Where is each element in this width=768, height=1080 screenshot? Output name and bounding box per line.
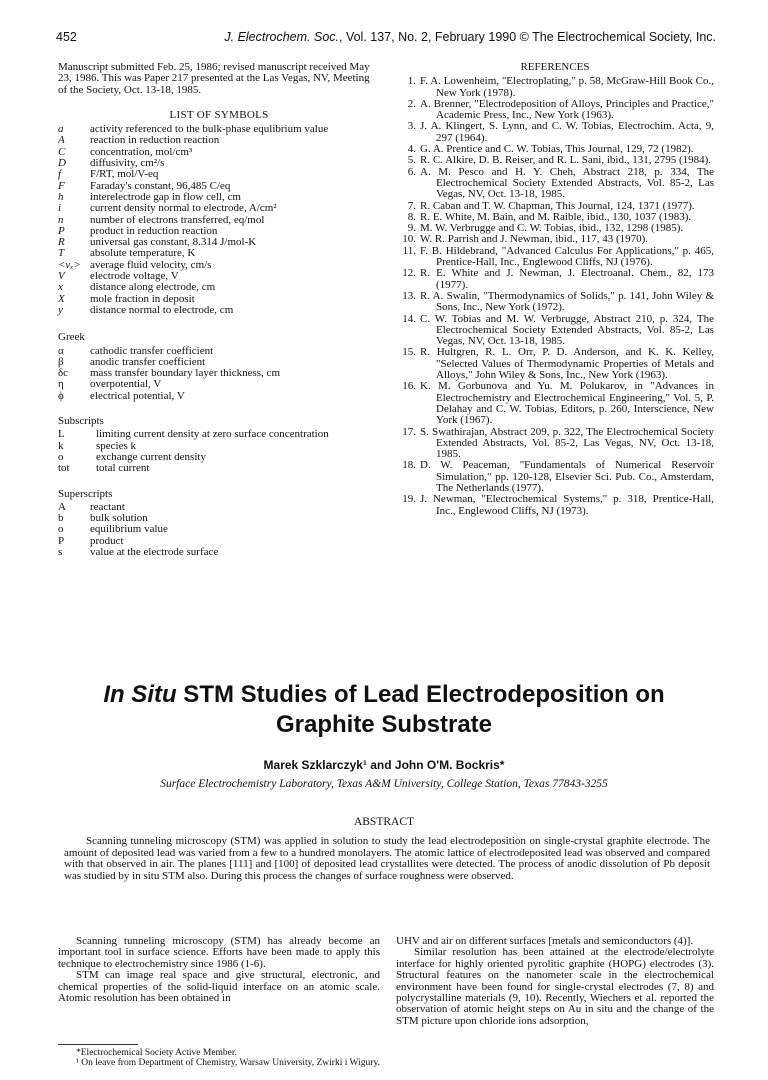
symbol-definition: overpotential, V <box>90 378 162 391</box>
symbol: α <box>58 344 64 357</box>
body-paragraph: Similar resolution has been attained at the electrode/electrolyte interface for highly oriented pyrolitic graphite (HOPG) electrodes (3). Structural features on the nanometer scale in the electrochemical environment have been found for single-crystal electrodes (7, 8) and polycrystalline materials (9, 10). Recently, Wiechers et al. reported the observation of atomic height steps on Au in situ and the change of the STM picture upon chloride ions adsorption, <box>396 946 714 1027</box>
symbol-definition: limiting current density at zero surface concentration <box>96 428 329 441</box>
reference-number: 19. <box>402 493 416 506</box>
reference-text: G. A. Prentice and C. W. Tobias, This Journal, 129, 72 (1982). <box>420 143 694 156</box>
symbols-list <box>58 124 380 316</box>
symbol-definition: activity referenced to the bulk-phase equlibrium value <box>90 123 329 136</box>
symbol-definition: species k <box>96 439 137 452</box>
reference-text: A. M. Pesco and H. Y. Cheh, Abstract 218, p. 334, The Electrochemical Society Extended Abstracts, Vol. 85-2, Las Vegas, NV, Oct. 13-18, 1985. <box>420 165 714 201</box>
symbol-definition: cathodic transfer coefficient <box>90 344 214 357</box>
symbol-definition: equilibrium value <box>90 523 168 536</box>
symbol-definition: total current <box>96 462 150 475</box>
symbol: tot <box>58 462 70 475</box>
symbol-row <box>58 524 380 535</box>
symbol-definition: exchange current density <box>96 450 206 463</box>
symbol-definition: number of electrons transferred, eq/mol <box>90 213 265 226</box>
symbol: <vₓ> <box>58 258 81 271</box>
symbol: n <box>58 213 64 226</box>
footnotes <box>58 1044 380 1068</box>
symbol: P <box>58 224 65 237</box>
article-title-rest: STM Studies of Lead Electrodeposition on Graphite Substrate <box>176 681 665 738</box>
reference-number: 13. <box>402 289 416 302</box>
symbol: o <box>58 523 64 536</box>
body-paragraph: UHV and air on different surfaces [metals and semiconductors (4)]. <box>396 935 694 947</box>
reference-number: 3. <box>407 120 416 133</box>
reference-text: R. C. Alkire, D. B. Reiser, and R. L. Sani, ibid., 131, 2795 (1984). <box>420 154 712 167</box>
reference-item <box>396 99 714 122</box>
symbol: i <box>58 202 62 215</box>
reference-item <box>396 460 714 494</box>
page-number: 452 <box>56 30 77 44</box>
symbol: T <box>58 247 65 260</box>
article-title-italic: In Situ <box>103 681 177 708</box>
symbol-definition: Faraday's constant, 96,485 C/eq <box>90 179 231 192</box>
reference-number: 9. <box>407 222 416 235</box>
article-affiliation: Surface Electrochemistry Laboratory, Texas A&M University, College Station, Texas 77843-3255 <box>160 778 608 790</box>
left-column <box>58 62 380 558</box>
reference-item <box>396 494 714 517</box>
reference-text: R. Hultgren, R. L. Orr, P. D. Anderson, and K. K. Kelley, "Selected Values of Thermodynamic Properties of Metals and Alloys," John Wiley & Sons, Inc., New York (1963). <box>420 346 714 382</box>
running-header <box>56 30 716 46</box>
reference-text: C. W. Tobias and M. W. Verbrugge, Abstract 210, p. 324, The Electrochemical Society Extended Abstracts, Vol. 85-2, Las Vegas, NV, Oct. 13-18, 1985. <box>420 312 714 348</box>
symbol-definition: F/RT, mol/V-eq <box>90 168 159 181</box>
symbol-definition: distance normal to electrode, cm <box>90 303 234 316</box>
symbol-row <box>58 203 380 214</box>
symbol: F <box>58 179 65 192</box>
body-left-column <box>58 936 380 1004</box>
symbol: A <box>58 500 66 513</box>
symbol-row <box>58 547 380 558</box>
reference-item <box>396 347 714 381</box>
reference-item <box>396 427 714 461</box>
symbol-definition: diffusivity, cm²/s <box>90 157 165 170</box>
reference-item <box>396 381 714 426</box>
journal-issue: , Vol. 137, No. 2, February 1990 © The Electrochemical Society, Inc. <box>339 30 716 44</box>
symbol-definition: absolute temperature, K <box>90 247 196 260</box>
reference-number: 5. <box>407 154 416 167</box>
reference-text: F. A. Lowenheim, "Electroplating," p. 58, McGraw-Hill Book Co., New York (1978). <box>420 75 714 99</box>
manuscript-note: Manuscript submitted Feb. 25, 1986; revised manuscript received May 23, 1986. This was Paper 217 presented at the Las Vegas, NV, Meeting of the Society, Oct. 13-18, 1985. <box>58 61 370 96</box>
reference-number: 6. <box>407 165 416 178</box>
symbol-definition: product <box>90 534 124 547</box>
article-authors: Marek Szklarczyk¹ and John O'M. Bockris* <box>263 758 505 772</box>
reference-text: M. W. Verbrugge and C. W. Tobias, ibid., 132, 1298 (1985). <box>420 222 684 235</box>
reference-number: 1. <box>407 75 416 88</box>
right-column <box>396 62 714 517</box>
symbol-row <box>58 282 380 293</box>
superscripts-list <box>58 502 380 558</box>
reference-number: 15. <box>402 346 416 359</box>
symbol-definition: interelectrode gap in flow cell, cm <box>90 190 241 203</box>
symbol: b <box>58 512 64 525</box>
symbol: a <box>58 123 64 136</box>
abstract-body <box>64 836 710 882</box>
reference-item <box>396 76 714 99</box>
symbol-definition: anodic transfer coefficient <box>90 355 206 368</box>
reference-number: 4. <box>407 143 416 156</box>
reference-number: 7. <box>407 199 416 212</box>
symbol: L <box>58 428 65 441</box>
reference-text: J. A. Klingert, S. Lynn, and C. W. Tobias, Electrochim. Acta, 9, 297 (1964). <box>420 120 714 144</box>
symbols-title: LIST OF SYMBOLS <box>169 108 269 121</box>
symbol: X <box>58 292 65 305</box>
symbol-definition: average fluid velocity, cm/s <box>90 258 212 271</box>
symbol: β <box>58 355 64 368</box>
symbol-definition: mass transfer boundary layer thickness, cm <box>90 367 280 380</box>
reference-text: W. R. Parrish and J. Newman, ibid., 117, 43 (1970). <box>420 233 649 246</box>
reference-number: 10. <box>402 233 416 246</box>
symbol-row <box>58 305 380 316</box>
footnote: ¹ On leave from Department of Chemistry, Warsaw University, Zwirki i Wigury. <box>76 1058 380 1068</box>
body-paragraph: Scanning tunneling microscopy (STM) has already become an important tool in surface science. Efforts have been made to apply this technique to electrochemistry since 1986 (1-6). <box>58 935 380 970</box>
subscripts-title: Subscripts <box>58 415 104 428</box>
symbol: δc <box>58 367 69 380</box>
symbol: k <box>58 439 64 452</box>
symbol: C <box>58 145 66 158</box>
reference-item <box>396 246 714 269</box>
references-title: REFERENCES <box>520 61 590 73</box>
symbol-definition: reaction in reduction reaction <box>90 134 220 147</box>
references-list <box>396 76 714 517</box>
symbol: s <box>58 545 63 558</box>
reference-item <box>396 167 714 201</box>
symbol-row <box>58 391 380 402</box>
subscripts-list <box>58 429 380 474</box>
symbol-definition: current density normal to electrode, A/cm² <box>90 202 277 215</box>
body-right-column <box>396 936 714 1027</box>
reference-text: D. W. Peaceman, "Fundamentals of Numerical Reservoir Simulation," pp. 120-128, Elsevier Sci. Pub. Co., Amsterdam, The Netherlands (1977). <box>420 459 714 494</box>
symbol-definition: distance along electrode, cm <box>90 281 216 294</box>
reference-text: K. M. Gorbunova and Yu. M. Polukarov, in "Advances in Electrochemistry and Electrochemical Engineering," Vol. 5, P. Delahay and C. W. Tobias, Editors, p. 260, Interscience, New York (1967). <box>420 380 714 427</box>
greek-list <box>58 346 380 402</box>
footnote: *Electrochemical Society Active Member. <box>76 1048 237 1058</box>
reference-number: 2. <box>407 97 416 110</box>
symbol: x <box>58 281 63 294</box>
reference-text: R. Caban and T. W. Chapman, This Journal, 124, 1371 (1977). <box>420 199 695 212</box>
reference-number: 17. <box>402 425 416 438</box>
symbol: y <box>58 303 63 316</box>
symbol: A <box>58 134 65 147</box>
superscripts-title: Superscripts <box>58 487 113 500</box>
reference-text: J. Newman, "Electrochemical Systems," p. 318, Prentice-Hall, Inc., Englewood Cliffs, NJ (1973). <box>420 493 714 517</box>
symbol-definition: bulk solution <box>90 512 148 525</box>
reference-text: R. A. Swalin, "Thermodynamics of Solids," p. 141, John Wiley & Sons, Inc., New York (1972). <box>420 289 714 314</box>
body-paragraph: STM can image real space and give structural, electronic, and chemical properties of the solid-liquid interface on an atomic scale. Atomic resolution has been obtained in <box>58 969 380 1005</box>
journal-name: J. Electrochem. Soc. <box>224 30 339 44</box>
reference-number: 18. <box>402 459 416 472</box>
reference-text: R. E. White and J. Newman, J. Electroanal. Chem., 82, 173 (1977). <box>420 267 714 291</box>
symbol-row <box>58 169 380 180</box>
symbol: η <box>58 378 64 391</box>
symbol-definition: reactant <box>90 500 125 513</box>
symbol-definition: universal gas constant, 8.314 J/mol-K <box>90 236 257 249</box>
symbol: V <box>58 270 65 283</box>
symbol-definition: mole fraction in deposit <box>90 292 195 305</box>
reference-item <box>396 291 714 314</box>
symbol-definition: value at the electrode surface <box>90 545 219 558</box>
reference-number: 8. <box>407 210 416 223</box>
symbol-row <box>58 463 380 474</box>
abstract-text: Scanning tunneling microscopy (STM) was applied in solution to study the lead electrodeposition on single-crystal graphite electrode. The amount of deposited lead was varied from a few to a hundred monolayers. The atomic lattice of electrodeposited lead was observed and compared with that observed in air. The planes [111] and [100] of deposited lead crystallites were detected. The process of anodic dissolution of Pb deposit was studied by in situ STM also. During this process the changes of surface roughness were observed. <box>64 835 710 882</box>
symbol: o <box>58 450 64 463</box>
reference-text: R. E. White, M. Bain, and M. Raible, ibid., 130, 1037 (1983). <box>420 210 692 223</box>
reference-number: 11. <box>402 244 416 257</box>
symbol: f <box>58 168 62 181</box>
reference-item <box>396 314 714 348</box>
reference-item <box>396 121 714 144</box>
reference-text: S. Swathirajan, Abstract 209, p. 322, The Electrochemical Society Extended Abstracts, Vol. 85-2, Las Vegas, NV, Oct. 13-18, 1985. <box>420 425 714 461</box>
symbol-definition: product in reduction reaction <box>90 224 218 237</box>
symbol: ϕ <box>58 389 64 402</box>
greek-title: Greek <box>58 331 85 344</box>
reference-item <box>396 155 714 166</box>
symbol-definition: electrode voltage, V <box>90 270 179 283</box>
reference-number: 12. <box>402 267 416 280</box>
footnote-rule <box>58 1044 138 1045</box>
symbol-row <box>58 429 380 440</box>
journal-citation <box>224 30 716 44</box>
reference-item <box>396 268 714 291</box>
symbol-definition: electrical potential, V <box>90 389 185 402</box>
reference-text: A. Brenner, "Electrodeposition of Alloys, Principles and Practice," Academic Press, Inc., New York (1963). <box>420 97 714 122</box>
reference-number: 16. <box>402 380 416 393</box>
symbol-definition: concentration, mol/cm³ <box>90 145 193 158</box>
reference-number: 14. <box>402 312 416 325</box>
symbol: P <box>58 534 65 547</box>
reference-text: F. B. Hildebrand, "Advanced Calculus For Applications," p. 465, Prentice-Hall, Inc., Englewood Cliffs, NJ (1976). <box>420 244 714 269</box>
symbol: D <box>58 157 66 170</box>
article-title <box>60 680 708 740</box>
symbol: h <box>58 190 64 203</box>
symbol: R <box>58 236 65 249</box>
abstract-title: ABSTRACT <box>353 816 415 828</box>
